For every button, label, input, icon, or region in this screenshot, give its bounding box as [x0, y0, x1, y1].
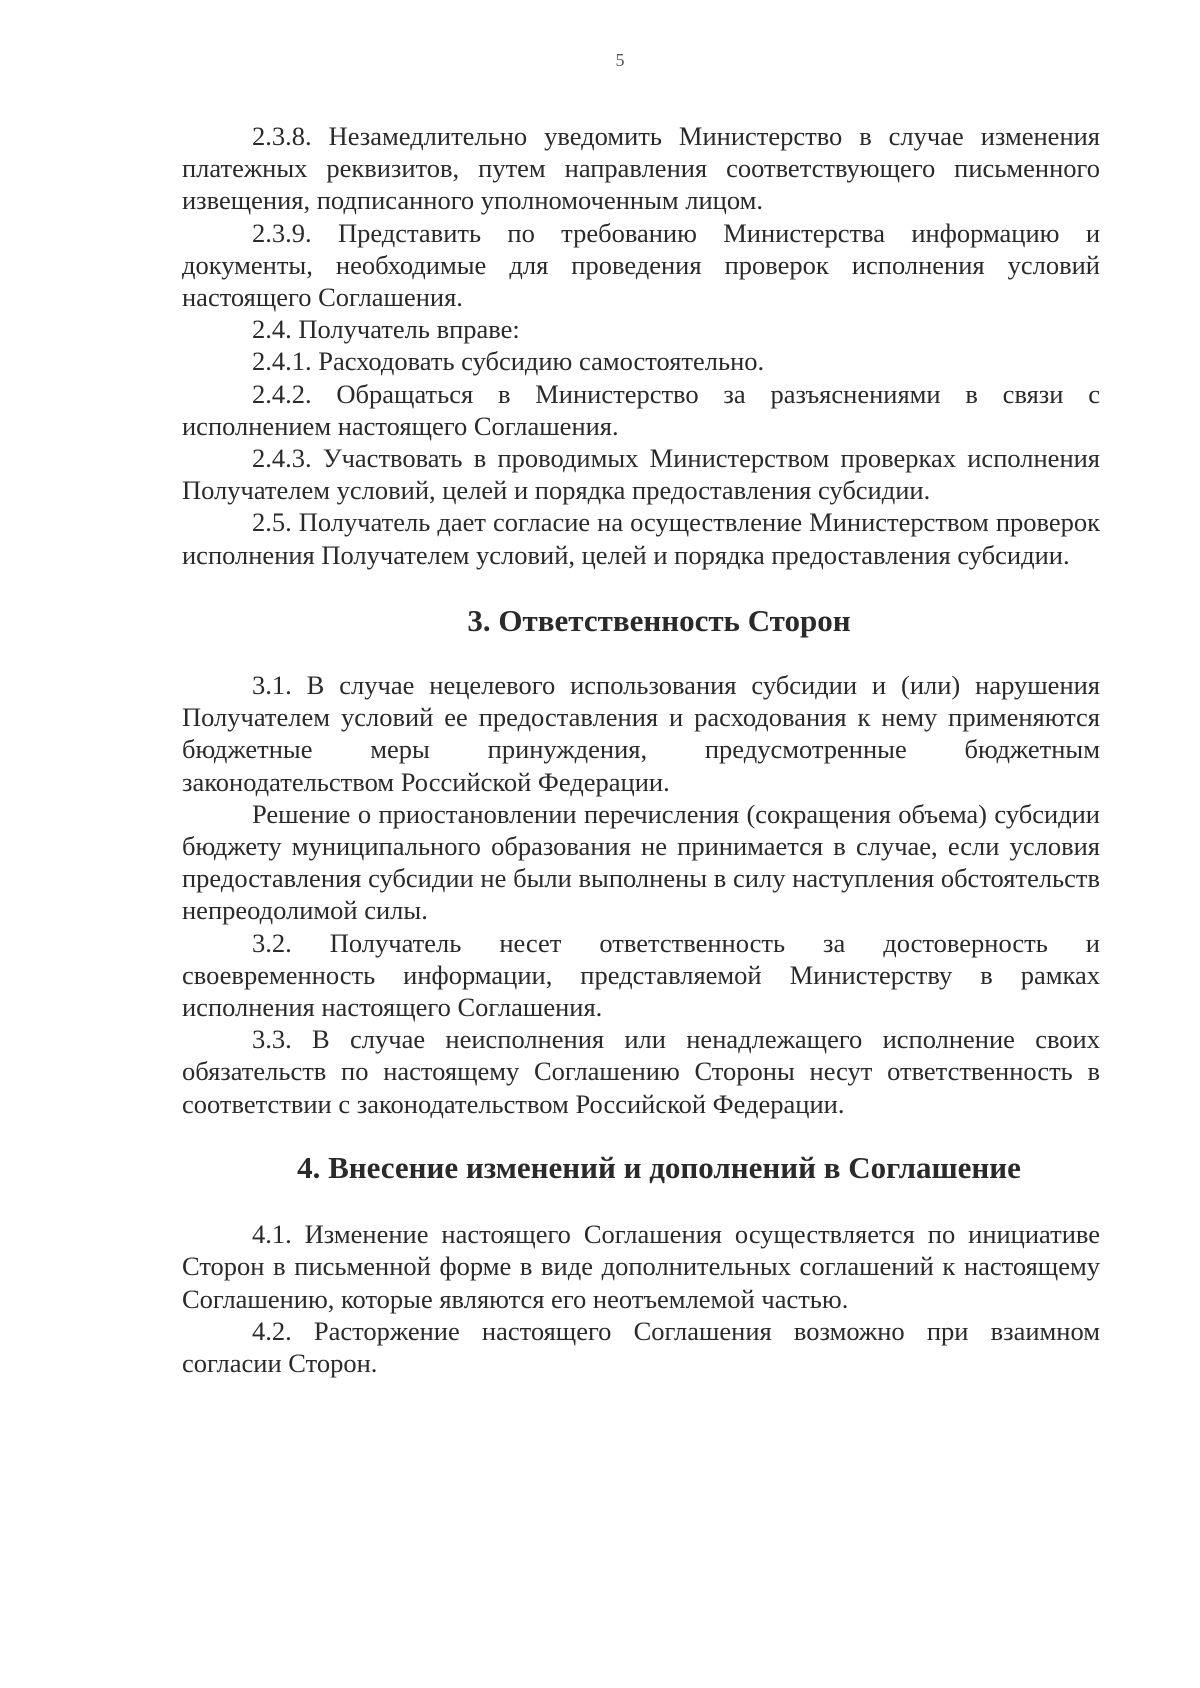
section-3-heading: 3. Ответственность Сторон	[467, 602, 851, 638]
paragraph-2-4: 2.4. Получатель вправе:	[252, 314, 520, 345]
document-body	[182, 120, 1100, 1379]
paragraph-2-3-8: 2.3.8. Незамедлительно уведомить Министерство в случае изменения платежных реквизитов, путем направления соответствующего письменного извещения, подписанного уполномоченным лицом.	[182, 121, 1100, 216]
page-number: 5	[615, 50, 625, 70]
paragraph-3-1-decision: Решение о приостановлении перечисления (сокращения объема) субсидии бюджету муниципального образования не принимается в случае, если условия предоставления субсидии не были выполнены в силу наступления обстоятельств непреодолимой силы.	[182, 798, 1100, 926]
paragraph-2-4-2: 2.4.2. Обращаться в Министерство за разъяснениями в связи с исполнением настоящего Соглашения.	[182, 378, 1100, 441]
paragraph-4-2: 4.2. Расторжение настоящего Соглашения возможно при взаимном согласии Сторон.	[182, 1315, 1100, 1378]
paragraph-2-4-3: 2.4.3. Участвовать в проводимых Министерством проверках исполнения Получателем условий, целей и порядка предоставления субсидии.	[182, 443, 1100, 506]
paragraph-2-4-1: 2.4.1. Расходовать субсидию самостоятельно.	[252, 346, 765, 377]
paragraph-3-3: 3.3. В случае неисполнения или ненадлежащего исполнение своих обязательств по настоящему Соглашению Стороны несут ответственность в соответствии с законодательством Российской Федерации.	[182, 1024, 1100, 1119]
section-4-heading: 4. Внесение изменений и дополнений в Соглашение	[297, 1149, 1021, 1185]
paragraph-4-1: 4.1. Изменение настоящего Соглашения осуществляется по инициативе Сторон в письменной форме в виде дополнительных соглашений к настоящему Соглашению, которые являются его неотъемлемой частью.	[182, 1219, 1100, 1314]
paragraph-2-3-9: 2.3.9. Представить по требованию Министерства информацию и документы, необходимые для проведения проверок исполнения условий настоящего Соглашения.	[182, 217, 1100, 313]
paragraph-2-5: 2.5. Получатель дает согласие на осуществление Министерством проверок исполнения Получателем условий, целей и порядка предоставления субсидии.	[182, 507, 1100, 570]
paragraph-3-2: 3.2. Получатель несет ответственность за достоверность и своевременность информации, представляемой Министерству в рамках исполнения настоящего Соглашения.	[182, 927, 1100, 1023]
paragraph-3-1: 3.1. В случае нецелевого использования субсидии и (или) нарушения Получателем условий ее предоставления и расходования к нему применяются бюджетные меры принуждения, предусмотренные бюджетным законодательством Российской Федерации.	[182, 670, 1100, 797]
